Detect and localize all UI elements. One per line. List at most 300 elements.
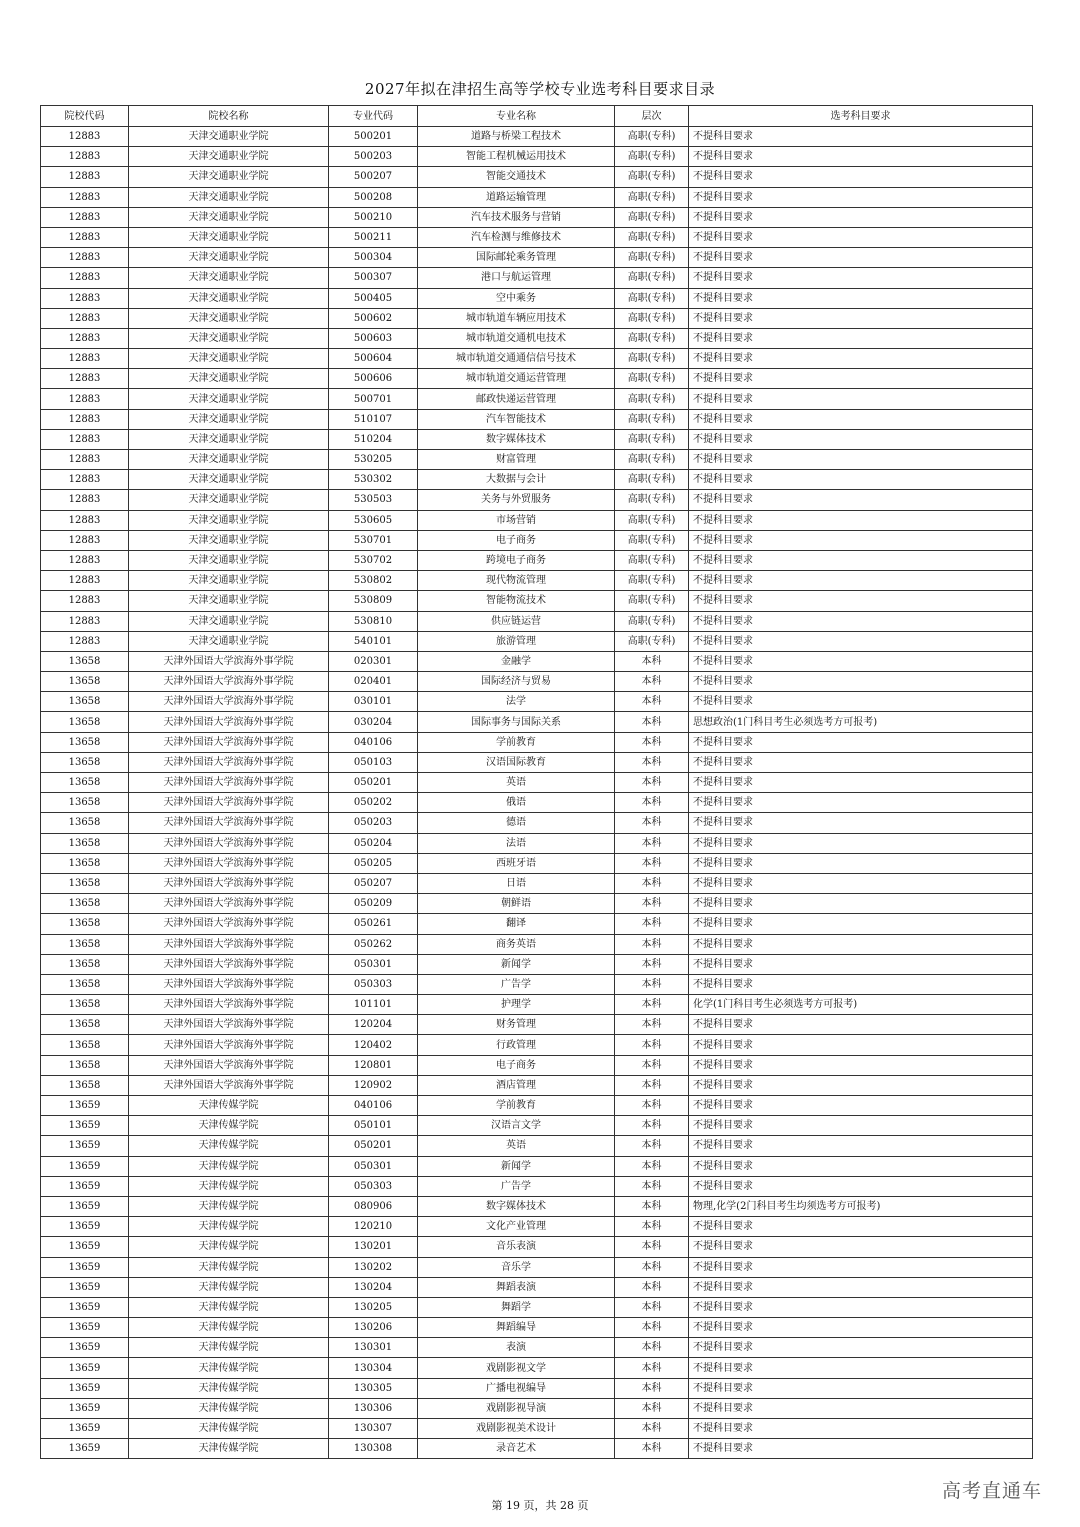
subject-requirement-cell: 不提科目要求 xyxy=(689,692,1033,712)
school-code-cell: 13658 xyxy=(41,894,129,914)
subject-requirement-cell: 不提科目要求 xyxy=(689,1257,1033,1277)
subject-requirement-cell: 不提科目要求 xyxy=(689,1277,1033,1297)
subject-requirement-cell: 不提科目要求 xyxy=(689,490,1033,510)
school-name-cell: 天津外国语大学滨海外事学院 xyxy=(129,974,329,994)
table-row xyxy=(41,167,1033,187)
table-row xyxy=(41,127,1033,147)
school-code-cell: 12883 xyxy=(41,288,129,308)
major-name-cell: 道路运输管理 xyxy=(418,187,615,207)
major-code-cell: 530810 xyxy=(329,611,418,631)
major-code-cell: 130307 xyxy=(329,1419,418,1439)
school-code-cell: 13658 xyxy=(41,1015,129,1035)
level-cell: 高职(专科) xyxy=(615,127,689,147)
level-cell: 本科 xyxy=(615,894,689,914)
school-code-cell: 13658 xyxy=(41,773,129,793)
school-code-cell: 13658 xyxy=(41,833,129,853)
level-cell: 高职(专科) xyxy=(615,611,689,631)
subject-requirement-cell: 化学(1门科目考生必须选考方可报考) xyxy=(689,995,1033,1015)
major-name-cell: 城市轨道交通通信信号技术 xyxy=(418,349,615,369)
major-code-cell: 050101 xyxy=(329,1116,418,1136)
subject-requirement-cell: 不提科目要求 xyxy=(689,510,1033,530)
level-cell: 本科 xyxy=(615,1136,689,1156)
subject-requirement-cell: 不提科目要求 xyxy=(689,288,1033,308)
subject-requirement-cell: 不提科目要求 xyxy=(689,1035,1033,1055)
level-cell: 本科 xyxy=(615,1358,689,1378)
major-code-cell: 530503 xyxy=(329,490,418,510)
level-cell: 本科 xyxy=(615,1075,689,1095)
school-name-cell: 天津交通职业学院 xyxy=(129,450,329,470)
school-name-cell: 天津传媒学院 xyxy=(129,1116,329,1136)
major-code-cell: 500606 xyxy=(329,369,418,389)
subject-requirement-cell: 不提科目要求 xyxy=(689,429,1033,449)
table-row xyxy=(41,692,1033,712)
level-cell: 高职(专科) xyxy=(615,591,689,611)
level-cell: 本科 xyxy=(615,1176,689,1196)
table-row xyxy=(41,248,1033,268)
level-cell: 高职(专科) xyxy=(615,409,689,429)
major-name-cell: 金融学 xyxy=(418,651,615,671)
major-name-cell: 数字媒体技术 xyxy=(418,1196,615,1216)
subject-requirement-cell: 不提科目要求 xyxy=(689,1237,1033,1257)
subject-requirement-cell: 思想政治(1门科目考生必须选考方可报考) xyxy=(689,712,1033,732)
school-name-cell: 天津外国语大学滨海外事学院 xyxy=(129,813,329,833)
school-code-cell: 12883 xyxy=(41,227,129,247)
level-cell: 本科 xyxy=(615,1096,689,1116)
level-cell: 高职(专科) xyxy=(615,308,689,328)
table-row xyxy=(41,490,1033,510)
table-row xyxy=(41,1297,1033,1317)
major-code-cell: 050262 xyxy=(329,934,418,954)
level-cell: 高职(专科) xyxy=(615,207,689,227)
school-code-cell: 13658 xyxy=(41,934,129,954)
table-row xyxy=(41,187,1033,207)
subject-requirement-cell: 不提科目要求 xyxy=(689,550,1033,570)
major-code-cell: 050303 xyxy=(329,974,418,994)
table-row xyxy=(41,914,1033,934)
subject-requirement-cell: 不提科目要求 xyxy=(689,571,1033,591)
major-name-cell: 电子商务 xyxy=(418,530,615,550)
table-row xyxy=(41,1176,1033,1196)
school-name-cell: 天津传媒学院 xyxy=(129,1196,329,1216)
school-name-cell: 天津外国语大学滨海外事学院 xyxy=(129,853,329,873)
major-code-cell: 130306 xyxy=(329,1398,418,1418)
subject-requirement-cell: 不提科目要求 xyxy=(689,389,1033,409)
major-code-cell: 130304 xyxy=(329,1358,418,1378)
major-name-cell: 学前教育 xyxy=(418,732,615,752)
major-name-cell: 供应链运营 xyxy=(418,611,615,631)
subject-requirement-cell: 不提科目要求 xyxy=(689,369,1033,389)
major-name-cell: 跨境电子商务 xyxy=(418,550,615,570)
subject-requirement-cell: 不提科目要求 xyxy=(689,752,1033,772)
school-name-cell: 天津外国语大学滨海外事学院 xyxy=(129,873,329,893)
subject-requirement-cell: 不提科目要求 xyxy=(689,1398,1033,1418)
subject-requirement-cell: 不提科目要求 xyxy=(689,1116,1033,1136)
subject-requirement-cell: 不提科目要求 xyxy=(689,167,1033,187)
table-header-row xyxy=(41,106,1033,127)
school-code-cell: 13659 xyxy=(41,1196,129,1216)
table-row xyxy=(41,328,1033,348)
school-name-cell: 天津传媒学院 xyxy=(129,1237,329,1257)
major-code-cell: 500602 xyxy=(329,308,418,328)
major-name-cell: 智能交通技术 xyxy=(418,167,615,187)
table-row xyxy=(41,1378,1033,1398)
school-name-cell: 天津外国语大学滨海外事学院 xyxy=(129,934,329,954)
school-name-cell: 天津外国语大学滨海外事学院 xyxy=(129,995,329,1015)
major-name-cell: 数字媒体技术 xyxy=(418,429,615,449)
school-code-cell: 13658 xyxy=(41,813,129,833)
school-name-cell: 天津交通职业学院 xyxy=(129,248,329,268)
major-code-cell: 030101 xyxy=(329,692,418,712)
school-name-cell: 天津交通职业学院 xyxy=(129,470,329,490)
major-name-cell: 电子商务 xyxy=(418,1055,615,1075)
major-name-cell: 广告学 xyxy=(418,1176,615,1196)
school-code-cell: 13658 xyxy=(41,914,129,934)
school-code-cell: 12883 xyxy=(41,409,129,429)
table-row xyxy=(41,591,1033,611)
school-name-cell: 天津传媒学院 xyxy=(129,1257,329,1277)
school-name-cell: 天津传媒学院 xyxy=(129,1176,329,1196)
school-code-cell: 13659 xyxy=(41,1156,129,1176)
school-code-cell: 13659 xyxy=(41,1398,129,1418)
school-code-cell: 12883 xyxy=(41,328,129,348)
major-name-cell: 法语 xyxy=(418,833,615,853)
school-name-cell: 天津外国语大学滨海外事学院 xyxy=(129,732,329,752)
school-name-cell: 天津传媒学院 xyxy=(129,1096,329,1116)
major-name-cell: 现代物流管理 xyxy=(418,571,615,591)
school-code-cell: 13659 xyxy=(41,1096,129,1116)
level-cell: 本科 xyxy=(615,712,689,732)
major-name-cell: 智能物流技术 xyxy=(418,591,615,611)
school-name-cell: 天津外国语大学滨海外事学院 xyxy=(129,651,329,671)
major-name-cell: 舞蹈学 xyxy=(418,1297,615,1317)
school-code-cell: 12883 xyxy=(41,631,129,651)
header-major-name: 专业名称 xyxy=(418,106,615,127)
level-cell: 本科 xyxy=(615,995,689,1015)
subject-requirement-cell: 不提科目要求 xyxy=(689,248,1033,268)
school-code-cell: 13659 xyxy=(41,1237,129,1257)
major-code-cell: 050203 xyxy=(329,813,418,833)
table-row xyxy=(41,995,1033,1015)
school-name-cell: 天津外国语大学滨海外事学院 xyxy=(129,954,329,974)
page-number: 第 19 页，共 28 页 xyxy=(491,1499,589,1512)
level-cell: 本科 xyxy=(615,1398,689,1418)
major-code-cell: 050201 xyxy=(329,1136,418,1156)
table-row xyxy=(41,651,1033,671)
school-code-cell: 13659 xyxy=(41,1378,129,1398)
school-code-cell: 13659 xyxy=(41,1217,129,1237)
table-row xyxy=(41,1439,1033,1459)
major-code-cell: 120902 xyxy=(329,1075,418,1095)
major-name-cell: 翻译 xyxy=(418,914,615,934)
school-name-cell: 天津传媒学院 xyxy=(129,1277,329,1297)
major-name-cell: 大数据与会计 xyxy=(418,470,615,490)
subject-requirement-cell: 不提科目要求 xyxy=(689,1318,1033,1338)
school-code-cell: 12883 xyxy=(41,308,129,328)
school-name-cell: 天津外国语大学滨海外事学院 xyxy=(129,1035,329,1055)
school-code-cell: 13659 xyxy=(41,1116,129,1136)
major-code-cell: 130204 xyxy=(329,1277,418,1297)
school-code-cell: 12883 xyxy=(41,207,129,227)
school-name-cell: 天津交通职业学院 xyxy=(129,409,329,429)
subject-requirement-cell: 不提科目要求 xyxy=(689,773,1033,793)
table-row xyxy=(41,268,1033,288)
school-code-cell: 13659 xyxy=(41,1176,129,1196)
school-code-cell: 12883 xyxy=(41,349,129,369)
level-cell: 本科 xyxy=(615,672,689,692)
subject-requirement-cell: 不提科目要求 xyxy=(689,308,1033,328)
school-code-cell: 13658 xyxy=(41,873,129,893)
table-row xyxy=(41,409,1033,429)
subject-requirement-cell: 不提科目要求 xyxy=(689,1378,1033,1398)
major-code-cell: 500201 xyxy=(329,127,418,147)
school-name-cell: 天津传媒学院 xyxy=(129,1136,329,1156)
school-name-cell: 天津传媒学院 xyxy=(129,1297,329,1317)
level-cell: 高职(专科) xyxy=(615,389,689,409)
major-name-cell: 汽车检测与维修技术 xyxy=(418,227,615,247)
school-name-cell: 天津传媒学院 xyxy=(129,1358,329,1378)
level-cell: 高职(专科) xyxy=(615,248,689,268)
level-cell: 本科 xyxy=(615,1297,689,1317)
school-name-cell: 天津外国语大学滨海外事学院 xyxy=(129,1055,329,1075)
major-code-cell: 130202 xyxy=(329,1257,418,1277)
major-name-cell: 舞蹈表演 xyxy=(418,1277,615,1297)
major-code-cell: 050301 xyxy=(329,954,418,974)
major-name-cell: 国际邮轮乘务管理 xyxy=(418,248,615,268)
major-code-cell: 101101 xyxy=(329,995,418,1015)
major-code-cell: 500604 xyxy=(329,349,418,369)
table-row xyxy=(41,1217,1033,1237)
level-cell: 高职(专科) xyxy=(615,429,689,449)
school-name-cell: 天津交通职业学院 xyxy=(129,369,329,389)
level-cell: 高职(专科) xyxy=(615,349,689,369)
level-cell: 高职(专科) xyxy=(615,631,689,651)
school-code-cell: 12883 xyxy=(41,187,129,207)
major-name-cell: 国际经济与贸易 xyxy=(418,672,615,692)
major-name-cell: 城市轨道交通机电技术 xyxy=(418,328,615,348)
school-code-cell: 12883 xyxy=(41,510,129,530)
subject-requirement-cell: 不提科目要求 xyxy=(689,954,1033,974)
major-name-cell: 法学 xyxy=(418,692,615,712)
subject-requirement-cell: 不提科目要求 xyxy=(689,1338,1033,1358)
school-name-cell: 天津传媒学院 xyxy=(129,1338,329,1358)
school-code-cell: 13658 xyxy=(41,793,129,813)
table-row xyxy=(41,288,1033,308)
school-name-cell: 天津外国语大学滨海外事学院 xyxy=(129,692,329,712)
school-code-cell: 13659 xyxy=(41,1257,129,1277)
school-name-cell: 天津交通职业学院 xyxy=(129,227,329,247)
table-row xyxy=(41,631,1033,651)
table-row xyxy=(41,369,1033,389)
table-body xyxy=(41,127,1033,1459)
major-name-cell: 财务管理 xyxy=(418,1015,615,1035)
school-code-cell: 12883 xyxy=(41,429,129,449)
level-cell: 高职(专科) xyxy=(615,187,689,207)
major-code-cell: 050205 xyxy=(329,853,418,873)
table-row xyxy=(41,1338,1033,1358)
table-row xyxy=(41,1358,1033,1378)
subject-requirement-cell: 不提科目要求 xyxy=(689,530,1033,550)
subject-requirement-cell: 不提科目要求 xyxy=(689,1217,1033,1237)
school-name-cell: 天津交通职业学院 xyxy=(129,328,329,348)
major-code-cell: 040106 xyxy=(329,1096,418,1116)
subject-requirement-cell: 不提科目要求 xyxy=(689,672,1033,692)
major-code-cell: 500210 xyxy=(329,207,418,227)
table-row xyxy=(41,1318,1033,1338)
major-code-cell: 050301 xyxy=(329,1156,418,1176)
subject-requirement-cell: 不提科目要求 xyxy=(689,1096,1033,1116)
subject-requirement-cell: 不提科目要求 xyxy=(689,328,1033,348)
level-cell: 本科 xyxy=(615,914,689,934)
school-code-cell: 13659 xyxy=(41,1358,129,1378)
school-code-cell: 12883 xyxy=(41,167,129,187)
major-code-cell: 500307 xyxy=(329,268,418,288)
school-name-cell: 天津传媒学院 xyxy=(129,1419,329,1439)
major-code-cell: 510204 xyxy=(329,429,418,449)
major-name-cell: 文化产业管理 xyxy=(418,1217,615,1237)
level-cell: 高职(专科) xyxy=(615,268,689,288)
table-row xyxy=(41,1136,1033,1156)
school-code-cell: 13658 xyxy=(41,672,129,692)
level-cell: 高职(专科) xyxy=(615,490,689,510)
school-code-cell: 13658 xyxy=(41,853,129,873)
major-code-cell: 500304 xyxy=(329,248,418,268)
level-cell: 本科 xyxy=(615,651,689,671)
subject-requirement-cell: 不提科目要求 xyxy=(689,349,1033,369)
table-row xyxy=(41,1398,1033,1418)
major-name-cell: 学前教育 xyxy=(418,1096,615,1116)
major-name-cell: 广告学 xyxy=(418,974,615,994)
major-code-cell: 130301 xyxy=(329,1338,418,1358)
major-code-cell: 500405 xyxy=(329,288,418,308)
major-name-cell: 汉语言文学 xyxy=(418,1116,615,1136)
major-code-cell: 020401 xyxy=(329,672,418,692)
major-name-cell: 商务英语 xyxy=(418,934,615,954)
table-row xyxy=(41,873,1033,893)
major-name-cell: 德语 xyxy=(418,813,615,833)
school-code-cell: 13659 xyxy=(41,1277,129,1297)
table-row xyxy=(41,1035,1033,1055)
school-code-cell: 12883 xyxy=(41,571,129,591)
subject-requirement-cell: 不提科目要求 xyxy=(689,1419,1033,1439)
level-cell: 高职(专科) xyxy=(615,530,689,550)
major-code-cell: 050303 xyxy=(329,1176,418,1196)
school-code-cell: 13658 xyxy=(41,692,129,712)
subject-requirement-cell: 不提科目要求 xyxy=(689,1136,1033,1156)
major-name-cell: 行政管理 xyxy=(418,1035,615,1055)
major-code-cell: 050207 xyxy=(329,873,418,893)
major-code-cell: 530205 xyxy=(329,450,418,470)
school-name-cell: 天津交通职业学院 xyxy=(129,490,329,510)
major-name-cell: 朝鲜语 xyxy=(418,894,615,914)
subject-requirement-cell: 不提科目要求 xyxy=(689,894,1033,914)
major-code-cell: 120801 xyxy=(329,1055,418,1075)
major-name-cell: 汽车技术服务与营销 xyxy=(418,207,615,227)
school-code-cell: 13658 xyxy=(41,752,129,772)
school-name-cell: 天津传媒学院 xyxy=(129,1217,329,1237)
level-cell: 高职(专科) xyxy=(615,167,689,187)
subject-requirement-cell: 不提科目要求 xyxy=(689,409,1033,429)
major-name-cell: 日语 xyxy=(418,873,615,893)
table-row xyxy=(41,389,1033,409)
table-row xyxy=(41,752,1033,772)
school-name-cell: 天津交通职业学院 xyxy=(129,591,329,611)
table-row xyxy=(41,147,1033,167)
major-name-cell: 酒店管理 xyxy=(418,1075,615,1095)
school-name-cell: 天津传媒学院 xyxy=(129,1398,329,1418)
level-cell: 本科 xyxy=(615,853,689,873)
major-name-cell: 城市轨道交通运营管理 xyxy=(418,369,615,389)
school-code-cell: 12883 xyxy=(41,591,129,611)
level-cell: 高职(专科) xyxy=(615,288,689,308)
major-name-cell: 俄语 xyxy=(418,793,615,813)
level-cell: 本科 xyxy=(615,813,689,833)
subject-requirement-cell: 不提科目要求 xyxy=(689,732,1033,752)
school-name-cell: 天津外国语大学滨海外事学院 xyxy=(129,752,329,772)
header-major-code: 专业代码 xyxy=(329,106,418,127)
school-code-cell: 13659 xyxy=(41,1297,129,1317)
major-code-cell: 530702 xyxy=(329,550,418,570)
major-code-cell: 030204 xyxy=(329,712,418,732)
school-name-cell: 天津传媒学院 xyxy=(129,1156,329,1176)
table-row xyxy=(41,1096,1033,1116)
major-code-cell: 530701 xyxy=(329,530,418,550)
table-row xyxy=(41,1055,1033,1075)
level-cell: 本科 xyxy=(615,974,689,994)
level-cell: 本科 xyxy=(615,1257,689,1277)
major-code-cell: 540101 xyxy=(329,631,418,651)
level-cell: 高职(专科) xyxy=(615,328,689,348)
level-cell: 高职(专科) xyxy=(615,470,689,490)
table-row xyxy=(41,470,1033,490)
subject-requirement-cell: 不提科目要求 xyxy=(689,127,1033,147)
subject-requirement-cell: 不提科目要求 xyxy=(689,1015,1033,1035)
level-cell: 本科 xyxy=(615,1439,689,1459)
school-name-cell: 天津交通职业学院 xyxy=(129,530,329,550)
table-row xyxy=(41,833,1033,853)
subject-requirement-cell: 不提科目要求 xyxy=(689,591,1033,611)
school-name-cell: 天津传媒学院 xyxy=(129,1378,329,1398)
table-row xyxy=(41,1237,1033,1257)
major-code-cell: 040106 xyxy=(329,732,418,752)
major-code-cell: 130308 xyxy=(329,1439,418,1459)
school-name-cell: 天津交通职业学院 xyxy=(129,187,329,207)
school-code-cell: 12883 xyxy=(41,127,129,147)
subject-requirement-cell: 不提科目要求 xyxy=(689,147,1033,167)
school-name-cell: 天津交通职业学院 xyxy=(129,429,329,449)
school-code-cell: 12883 xyxy=(41,268,129,288)
major-name-cell: 西班牙语 xyxy=(418,853,615,873)
school-code-cell: 13658 xyxy=(41,1035,129,1055)
major-name-cell: 广播电视编导 xyxy=(418,1378,615,1398)
school-code-cell: 13658 xyxy=(41,1075,129,1095)
school-code-cell: 13658 xyxy=(41,732,129,752)
school-name-cell: 天津外国语大学滨海外事学院 xyxy=(129,833,329,853)
school-name-cell: 天津交通职业学院 xyxy=(129,167,329,187)
major-name-cell: 道路与桥梁工程技术 xyxy=(418,127,615,147)
table-row xyxy=(41,207,1033,227)
level-cell: 本科 xyxy=(615,1318,689,1338)
school-name-cell: 天津交通职业学院 xyxy=(129,349,329,369)
level-cell: 本科 xyxy=(615,732,689,752)
table-row xyxy=(41,349,1033,369)
school-code-cell: 13659 xyxy=(41,1318,129,1338)
major-name-cell: 港口与航运管理 xyxy=(418,268,615,288)
level-cell: 高职(专科) xyxy=(615,550,689,570)
subject-requirement-cell: 不提科目要求 xyxy=(689,207,1033,227)
requirements-table xyxy=(40,105,1033,1459)
page-title: 2027年拟在津招生高等学校专业选考科目要求目录 xyxy=(364,80,716,98)
major-code-cell: 500207 xyxy=(329,167,418,187)
